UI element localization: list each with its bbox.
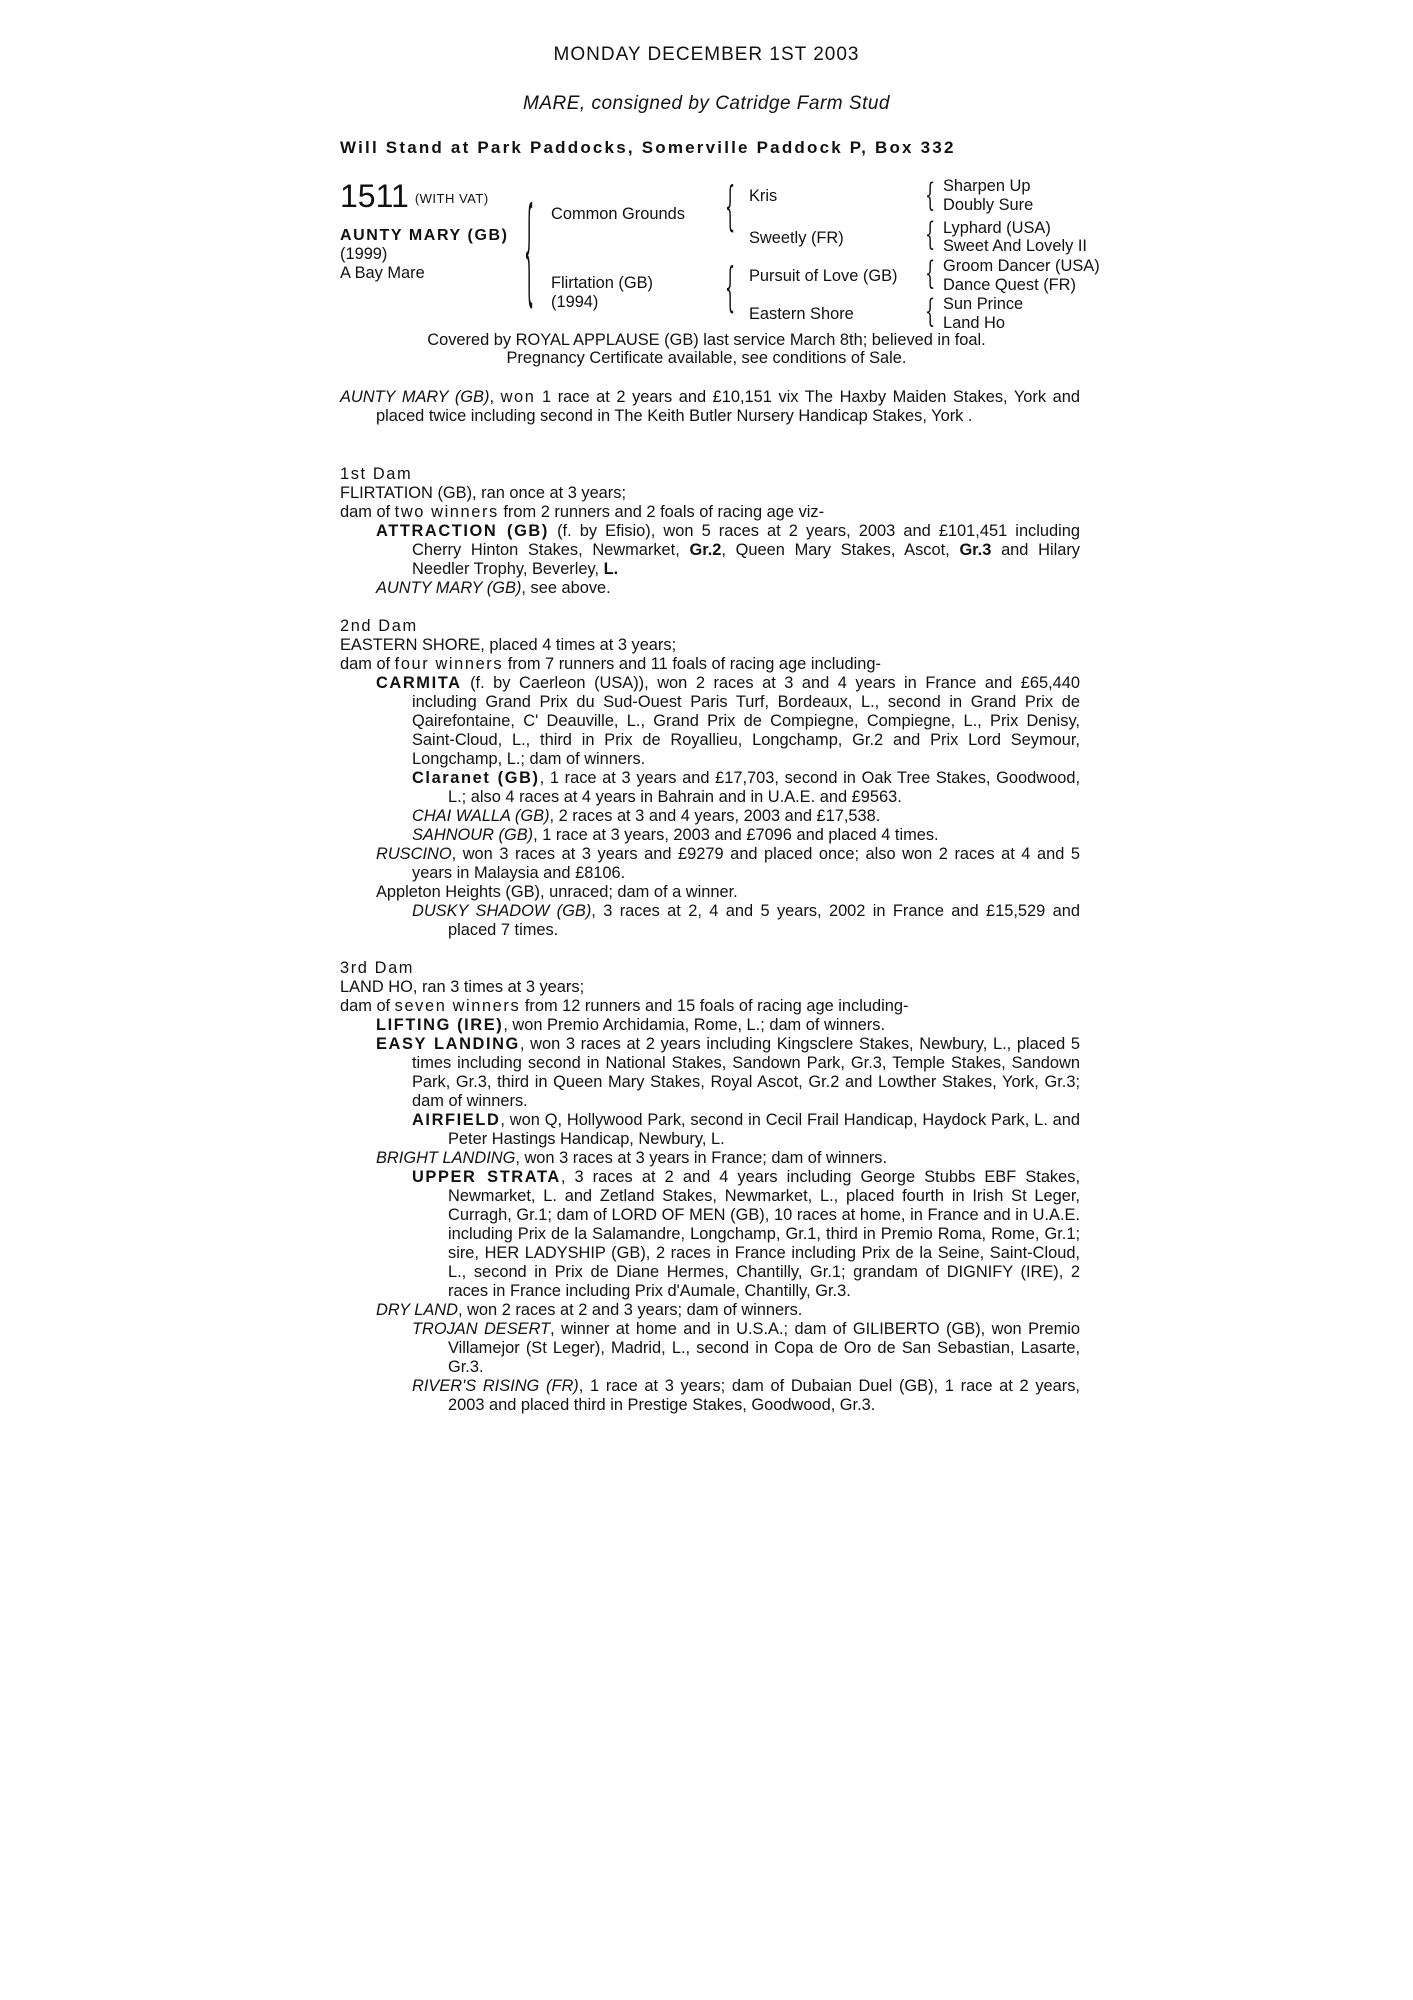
progeny-name: TROJAN DESERT [412, 1320, 551, 1338]
progeny-entry [340, 845, 1080, 883]
vat-note: (WITH VAT) [414, 191, 489, 206]
progeny-name: ATTRACTION (GB) [376, 522, 549, 540]
progeny-name: DRY LAND [376, 1301, 458, 1319]
dam-of-line [340, 503, 1080, 522]
dam-line: FLIRTATION (GB), ran once at 3 years; [340, 484, 627, 502]
record-text: 1 race at 2 years and £10,151 vix The Haxby Maiden Stakes, York and placed twice including second in The Keith Butler Nursery Handicap Stakes, York . [376, 388, 1080, 425]
grade-label: Gr.3 [959, 541, 992, 559]
pedigree-brace-3d: { [925, 292, 936, 330]
progeny-name: RIVER'S RISING (FR) [412, 1377, 579, 1395]
covered-line: Covered by ROYAL APPLAUSE (GB) last service March 8th; believed in foal. [427, 331, 986, 349]
section-heading: 3rd Dam [340, 959, 415, 977]
sale-date: MONDAY DECEMBER 1ST 2003 [553, 44, 860, 65]
pedigree-ss: Kris [749, 187, 778, 205]
first-dam-section [340, 465, 1080, 598]
progeny-text: , 3 races at 2 and 4 years including George Stubbs EBF Stakes, Newmarket, L. and Zetland Stakes, Newmarket, L., placed fourth in Irish St Leger, Curragh, Gr.1; dam of LORD OF MEN (GB), 10 races at home, in France and in U.A.E. including Prix de la Salamandre, Longchamp, Gr.1, third in Premio Roma, Rome, Gr.1; sire, HER LADYSHIP (GB), 2 races in France including Prix de la Seine, Saint-Cloud, L., second in Prix de Diane Hermes, Chantilly, Gr.1; grandam of DIGNIFY (IRE), 2 races in France including Prix d'Aumale, Chantilly, Gr.3. [448, 1168, 1080, 1300]
progeny-entry [340, 807, 1080, 826]
pedigree-brace-3c: { [925, 254, 936, 292]
winners-count: seven winners [394, 997, 521, 1015]
horse-record: AUNTY MARY (GB), won 1 race at 2 years and £10,151 vix The Haxby Maiden Stakes, York and placed twice including second in The Keith Butler Nursery Handicap Stakes, York . [340, 388, 1080, 425]
progeny-text: , won Q, Hollywood Park, second in Cecil Frail Handicap, Haydock Park, L. and Peter Hastings Handicap, Newbury, L. [448, 1111, 1080, 1148]
progeny-text: , won 3 races at 3 years in France; dam of winners. [515, 1149, 888, 1167]
pedigree-sdd: Sweet And Lovely II [943, 237, 1087, 255]
progeny-entry [340, 674, 1080, 769]
progeny-name: Claranet (GB) [412, 769, 540, 787]
progeny-entry [340, 1111, 1080, 1149]
progeny-name: SAHNOUR (GB) [412, 826, 534, 844]
progeny-text: , won 3 races at 3 years and £9279 and placed once; also won 2 races at 4 and 5 years in Malaysia and £8106. [412, 845, 1080, 882]
pedigree-sss: Sharpen Up [943, 177, 1031, 195]
dam-of-label: dam of [340, 655, 391, 673]
progeny-entry [340, 1377, 1080, 1415]
dam-of-detail: from 7 runners and 11 foals of racing age including- [507, 655, 881, 673]
third-dam-section [340, 959, 1080, 1415]
dam-of-label: dam of [340, 997, 391, 1015]
pedigree-dam: Flirtation (GB) [551, 274, 654, 292]
section-heading: 2nd Dam [340, 617, 418, 635]
progeny-text: , Queen Mary Stakes, Ascot, [721, 541, 950, 559]
grade-label: L. [603, 560, 619, 578]
progeny-entry [340, 902, 1080, 940]
progeny-entry [340, 1035, 1080, 1111]
winners-count: four winners [394, 655, 504, 673]
pedigree-dds: Sun Prince [943, 295, 1024, 313]
consignor-line: MARE, consigned by Catridge Farm Stud [523, 93, 890, 114]
pedigree-ddd: Land Ho [943, 314, 1005, 332]
pedigree-brace-3a: { [925, 176, 936, 214]
record-won: won [500, 388, 536, 406]
dam-of-line [340, 655, 1080, 674]
dam-of-label: dam of [340, 503, 391, 521]
dam-of-detail: from 2 runners and 2 foals of racing age viz- [503, 503, 825, 521]
pedigree-brace-3b: { [925, 215, 936, 253]
progeny-name: CHAI WALLA (GB) [412, 807, 550, 825]
progeny-entry [340, 579, 1080, 598]
pedigree-brace-2b: { [725, 255, 736, 319]
pedigree-dsd: Dance Quest (FR) [943, 276, 1076, 294]
progeny-name: CARMITA [376, 674, 462, 692]
progeny-text: (f. by Caerleon (USA)), won 2 races at 3 and 4 years in France and £65,440 including Grand Prix du Sud-Ouest Paris Turf, Bordeaux, L., second in Grand Prix de Qairefontaine, C' Deauville, L., Grand Prix de Compiegne, Compiegne, L., Prix Denisy, Saint-Cloud, L., third in Prix de Royallieu, Longchamp, Gr.2 and Prix Lord Seymour, Longchamp, L.; dam of winners. [412, 674, 1080, 768]
progeny-text: , 3 races at 2, 4 and 5 years, 2002 in France and £15,529 and placed 7 times. [448, 902, 1080, 939]
second-dam-section [340, 617, 1080, 940]
pedigree-dss: Groom Dancer (USA) [943, 257, 1100, 275]
progeny-text: (f. by Efisio), won 5 races at 2 years, 2003 and £101,451 including Cherry Hinton Stakes, Newmarket, [412, 522, 1080, 559]
progeny-name: DUSKY SHADOW (GB) [412, 902, 592, 920]
dam-line: EASTERN SHORE, placed 4 times at 3 years; [340, 636, 677, 654]
pedigree-ssd: Doubly Sure [943, 196, 1034, 214]
pedigree-sd: Sweetly (FR) [749, 229, 844, 247]
progeny-entry [340, 1168, 1080, 1301]
progeny-entry [340, 1301, 1080, 1320]
progeny-text: , 2 races at 3 and 4 years, 2003 and £17,538. [549, 807, 881, 825]
pedigree-dam-year: (1994) [551, 293, 599, 311]
winners-count: two winners [394, 503, 499, 521]
pedigree-sds: Lyphard (USA) [943, 219, 1051, 237]
progeny-entry [340, 1149, 1080, 1168]
progeny-name: AUNTY MARY (GB) [376, 579, 522, 597]
progeny-text: , winner at home and in U.S.A.; dam of GILIBERTO (GB), won Premio Villamejor (St Leger), Madrid, L., second in Copa de Oro de San Sebastian, Lasarte, Gr.3. [448, 1320, 1080, 1376]
dam-of-line [340, 997, 1080, 1016]
progeny-name: LIFTING (IRE) [376, 1016, 504, 1034]
progeny-name: EASY LANDING [376, 1035, 520, 1053]
progeny-name: AIRFIELD [412, 1111, 501, 1129]
pedigree-brace-1: { [524, 181, 535, 319]
progeny-name: RUSCINO [376, 845, 452, 863]
stand-location: Will Stand at Park Paddocks, Somerville Paddock P, Box 332 [340, 138, 956, 157]
pedigree-ds: Pursuit of Love (GB) [749, 267, 898, 285]
horse-name: AUNTY MARY (GB) [340, 227, 509, 244]
progeny-entry: Appleton Heights (GB), unraced; dam of a winner. [376, 883, 738, 901]
progeny-entry [340, 826, 1080, 845]
progeny-entry [340, 1320, 1080, 1377]
progeny-text: , won 3 races at 2 years including Kingsclere Stakes, Newbury, L., placed 5 times including second in National Stakes, Sandown Park, Gr.3, Temple Stakes, Sandown Park, Gr.3, third in Queen Mary Stakes, Royal Ascot, Gr.2 and Lowther Stakes, York, Gr.3; dam of winners. [412, 1035, 1080, 1110]
progeny-text: , see above. [521, 579, 611, 597]
progeny-text: , 1 race at 3 years, 2003 and £7096 and placed 4 times. [533, 826, 939, 844]
dam-of-detail: from 12 runners and 15 foals of racing age including- [524, 997, 909, 1015]
pregnancy-line: Pregnancy Certificate available, see conditions of Sale. [506, 349, 907, 367]
horse-year: (1999) [340, 245, 388, 263]
progeny-text: , 1 race at 3 years and £17,703, second in Oak Tree Stakes, Goodwood, L.; also 4 races at 4 years in Bahrain and in U.A.E. and £9563. [448, 769, 1080, 806]
progeny-text: , won 2 races at 2 and 3 years; dam of winners. [457, 1301, 803, 1319]
progeny-name: BRIGHT LANDING [376, 1149, 516, 1167]
lot-number: 1511 [340, 178, 409, 214]
progeny-name: UPPER STRATA [412, 1168, 561, 1186]
pedigree-dd: Eastern Shore [749, 305, 854, 323]
progeny-text: , 1 race at 3 years; dam of Dubaian Duel (GB), 1 race at 2 years, 2003 and placed third in Prestige Stakes, Goodwood, Gr.3. [448, 1377, 1080, 1414]
progeny-entry [340, 1016, 1080, 1035]
record-horse-name: AUNTY MARY (GB) [340, 388, 490, 406]
lot-number-line [340, 179, 489, 216]
dam-line: LAND HO, ran 3 times at 3 years; [340, 978, 585, 996]
grade-label: Gr.2 [689, 541, 722, 559]
pedigree-sire: Common Grounds [551, 205, 685, 223]
horse-description: A Bay Mare [340, 264, 425, 282]
progeny-entry [340, 522, 1080, 579]
progeny-text: , won Premio Archidamia, Rome, L.; dam of winners. [503, 1016, 886, 1034]
section-heading: 1st Dam [340, 465, 413, 483]
progeny-text: and Hilary Needler Trophy, Beverley, [412, 541, 1081, 578]
progeny-entry [340, 769, 1080, 807]
pedigree-brace-2a: { [725, 174, 736, 238]
